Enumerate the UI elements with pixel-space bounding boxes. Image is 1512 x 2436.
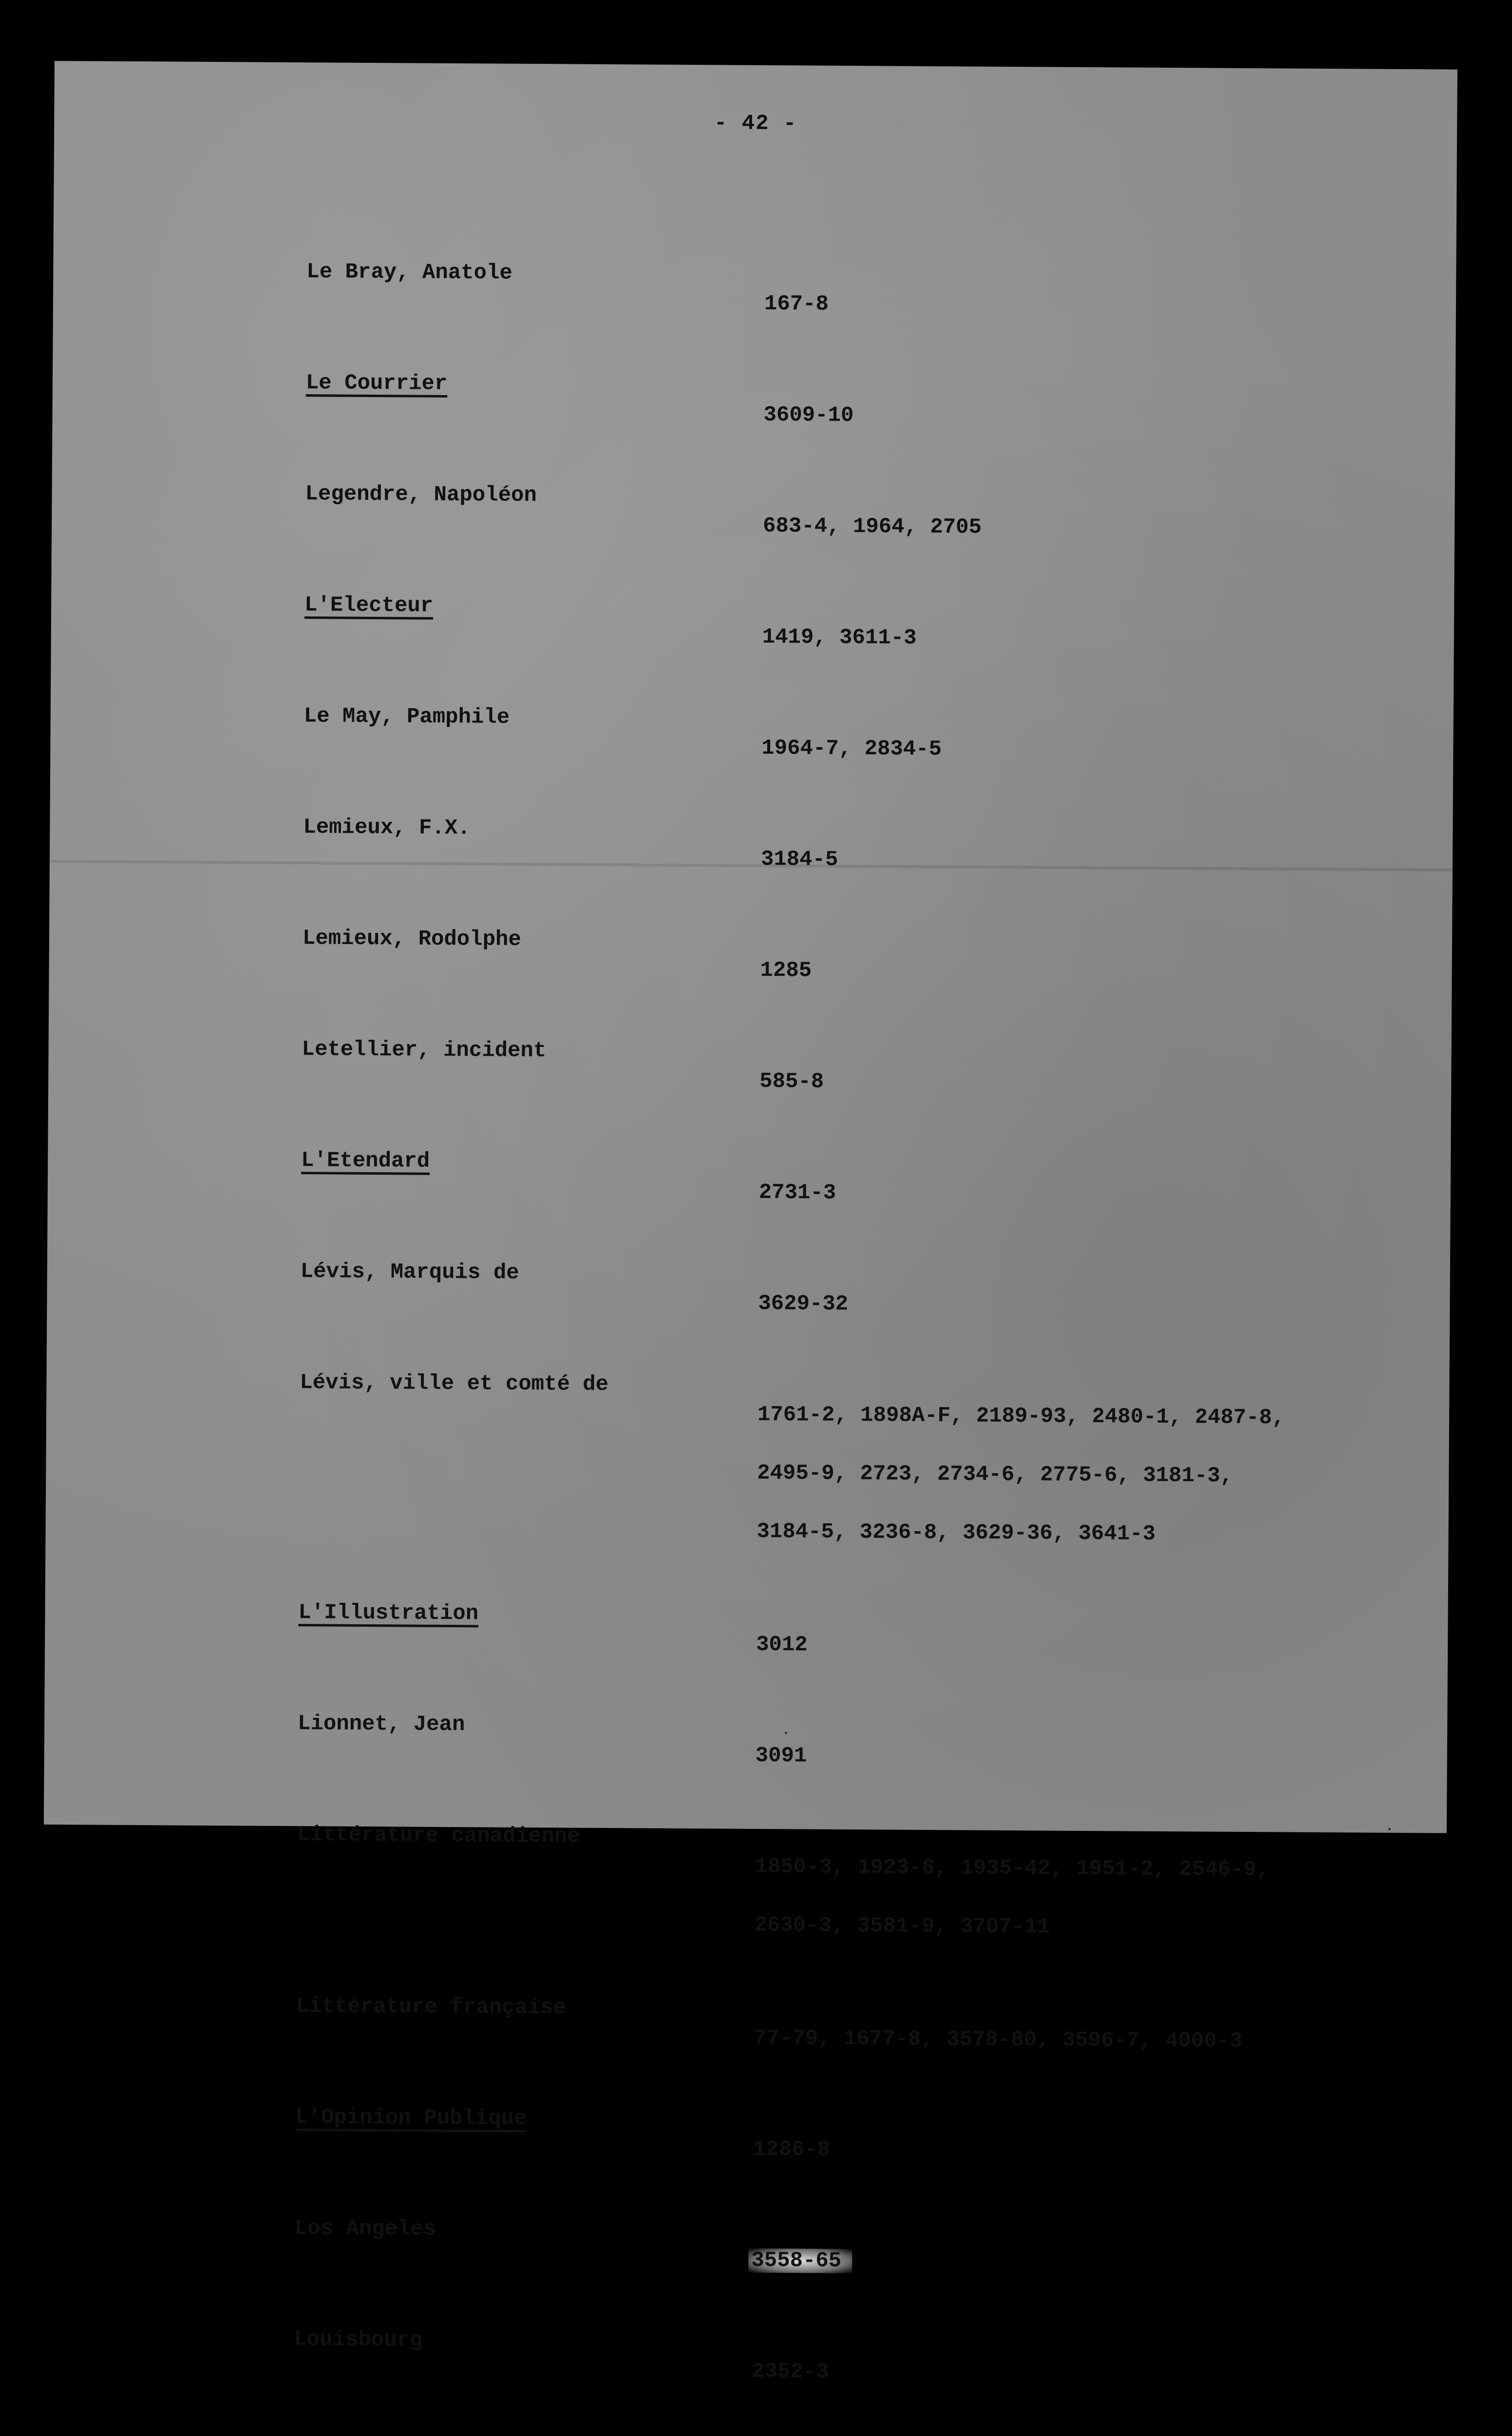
entry-references [760,816,1404,907]
entry-term: Le Courrier [305,371,448,396]
scan-speck [1388,1828,1391,1830]
entry-references [754,1823,1398,1973]
index-entry [294,2325,1395,2419]
reference-line: 1419, 3611-3 [762,625,917,650]
entry-references [763,482,1406,574]
entry-term: Los Angeles [294,2216,436,2242]
index-entry [300,1257,1401,1351]
entry-references [756,1371,1401,1580]
reference-line: 3184-5, 3236-8, 3629-36, 3641-3 [756,1519,1156,1546]
index-entry [303,702,1405,796]
entry-term: Lemieux, F.X. [303,815,471,841]
entry-term: Lévis, ville et comté de [300,1370,609,1397]
entry-references [754,1995,1397,2086]
index-entry [305,368,1407,463]
reference-line: 1285 [760,958,812,983]
index-entry [302,1035,1403,1129]
reference-line: 3609-10 [763,402,854,428]
entry-references [756,1601,1399,1693]
index-entry [301,1146,1402,1240]
index-entry [298,1598,1399,1693]
entry-term: L'Illustration [298,1600,479,1626]
entry-term: L'Electeur [304,593,434,618]
entry-term: L'Etendard [301,1148,430,1174]
entry-references [755,1712,1399,1804]
index-entry [302,813,1404,907]
entry-references [758,1149,1402,1240]
entry-term: Lemieux, Rodolphe [302,926,522,952]
reference-line [752,2246,1395,2279]
entry-term: Le May, Pamphile [303,704,510,730]
entry-term: Louisbourg [294,2327,423,2353]
reference-line: 2731-3 [758,1180,836,1205]
index-entry [305,479,1406,574]
reference-line: 1850-3, 1923-6, 1935-42, 1951-2, 2546-9, [755,1854,1269,1883]
entry-term: Lionnet, Jean [298,1712,465,1737]
reference-line: 585-8 [759,1069,824,1094]
entry-term: Letellier, incident [302,1037,547,1064]
reference-line: 3091 [755,1743,807,1769]
entry-term: L'Opinion Publique [295,2105,527,2132]
entry-references [764,260,1407,352]
reference-line: 3184-5 [760,847,838,872]
index-entry [306,257,1407,352]
reference-line: 1286-8 [753,2137,831,2162]
reference-line: 77-79, 1677-8, 3578-80, 3596-7, 4000-3 [754,2026,1243,2054]
reference-line: 2495-9, 2723, 2734-6, 2775-6, 3181-3, [757,1461,1233,1488]
entry-references [762,593,1405,685]
index-entry [294,2214,1396,2308]
entry-term: Lévis, Marquis de [300,1259,519,1285]
index-entry [302,924,1403,1018]
entry-references [758,1260,1401,1351]
entry-references [753,2106,1396,2197]
index-entry [297,1709,1399,1804]
reference-line: 2352-3 [751,2359,829,2384]
reference-line: 683-4, 1964, 2705 [763,514,982,540]
scan-speck [785,1732,787,1734]
scanned-page [44,61,1457,2384]
entry-references [752,2328,1395,2419]
entry-references [759,1038,1403,1129]
entry-term: Legendre, Napoléon [305,482,537,508]
reference-line: 1761-2, 1898A-F, 2189-93, 2480-1, 2487-8, [757,1402,1285,1430]
highlighted-reference: 3558-65 [748,2248,852,2273]
index-entry [296,1992,1397,2086]
index-entry [295,2103,1396,2197]
reference-line: 3012 [756,1632,808,1657]
index-entry [296,1820,1398,1973]
entry-references [761,704,1405,796]
index-entry [299,1368,1401,1580]
entry-references [763,371,1407,463]
entry-term: Littérature française [296,1994,567,2020]
page-number: - 42 - [714,111,797,136]
index-entries [291,257,1407,2436]
entry-term: Le Bray, Anatole [306,260,512,285]
index-entry [304,590,1405,685]
reference-line: 167-8 [764,291,829,317]
entry-references [760,927,1403,1018]
reference-line: 1964-7, 2834-5 [761,736,942,762]
entry-term: Littérature canadienne [297,1823,580,1849]
reference-line: 3629-32 [758,1291,849,1316]
entry-references [752,2217,1396,2308]
reference-line: 2630-3, 3581-9, 3707-11 [754,1913,1051,1940]
